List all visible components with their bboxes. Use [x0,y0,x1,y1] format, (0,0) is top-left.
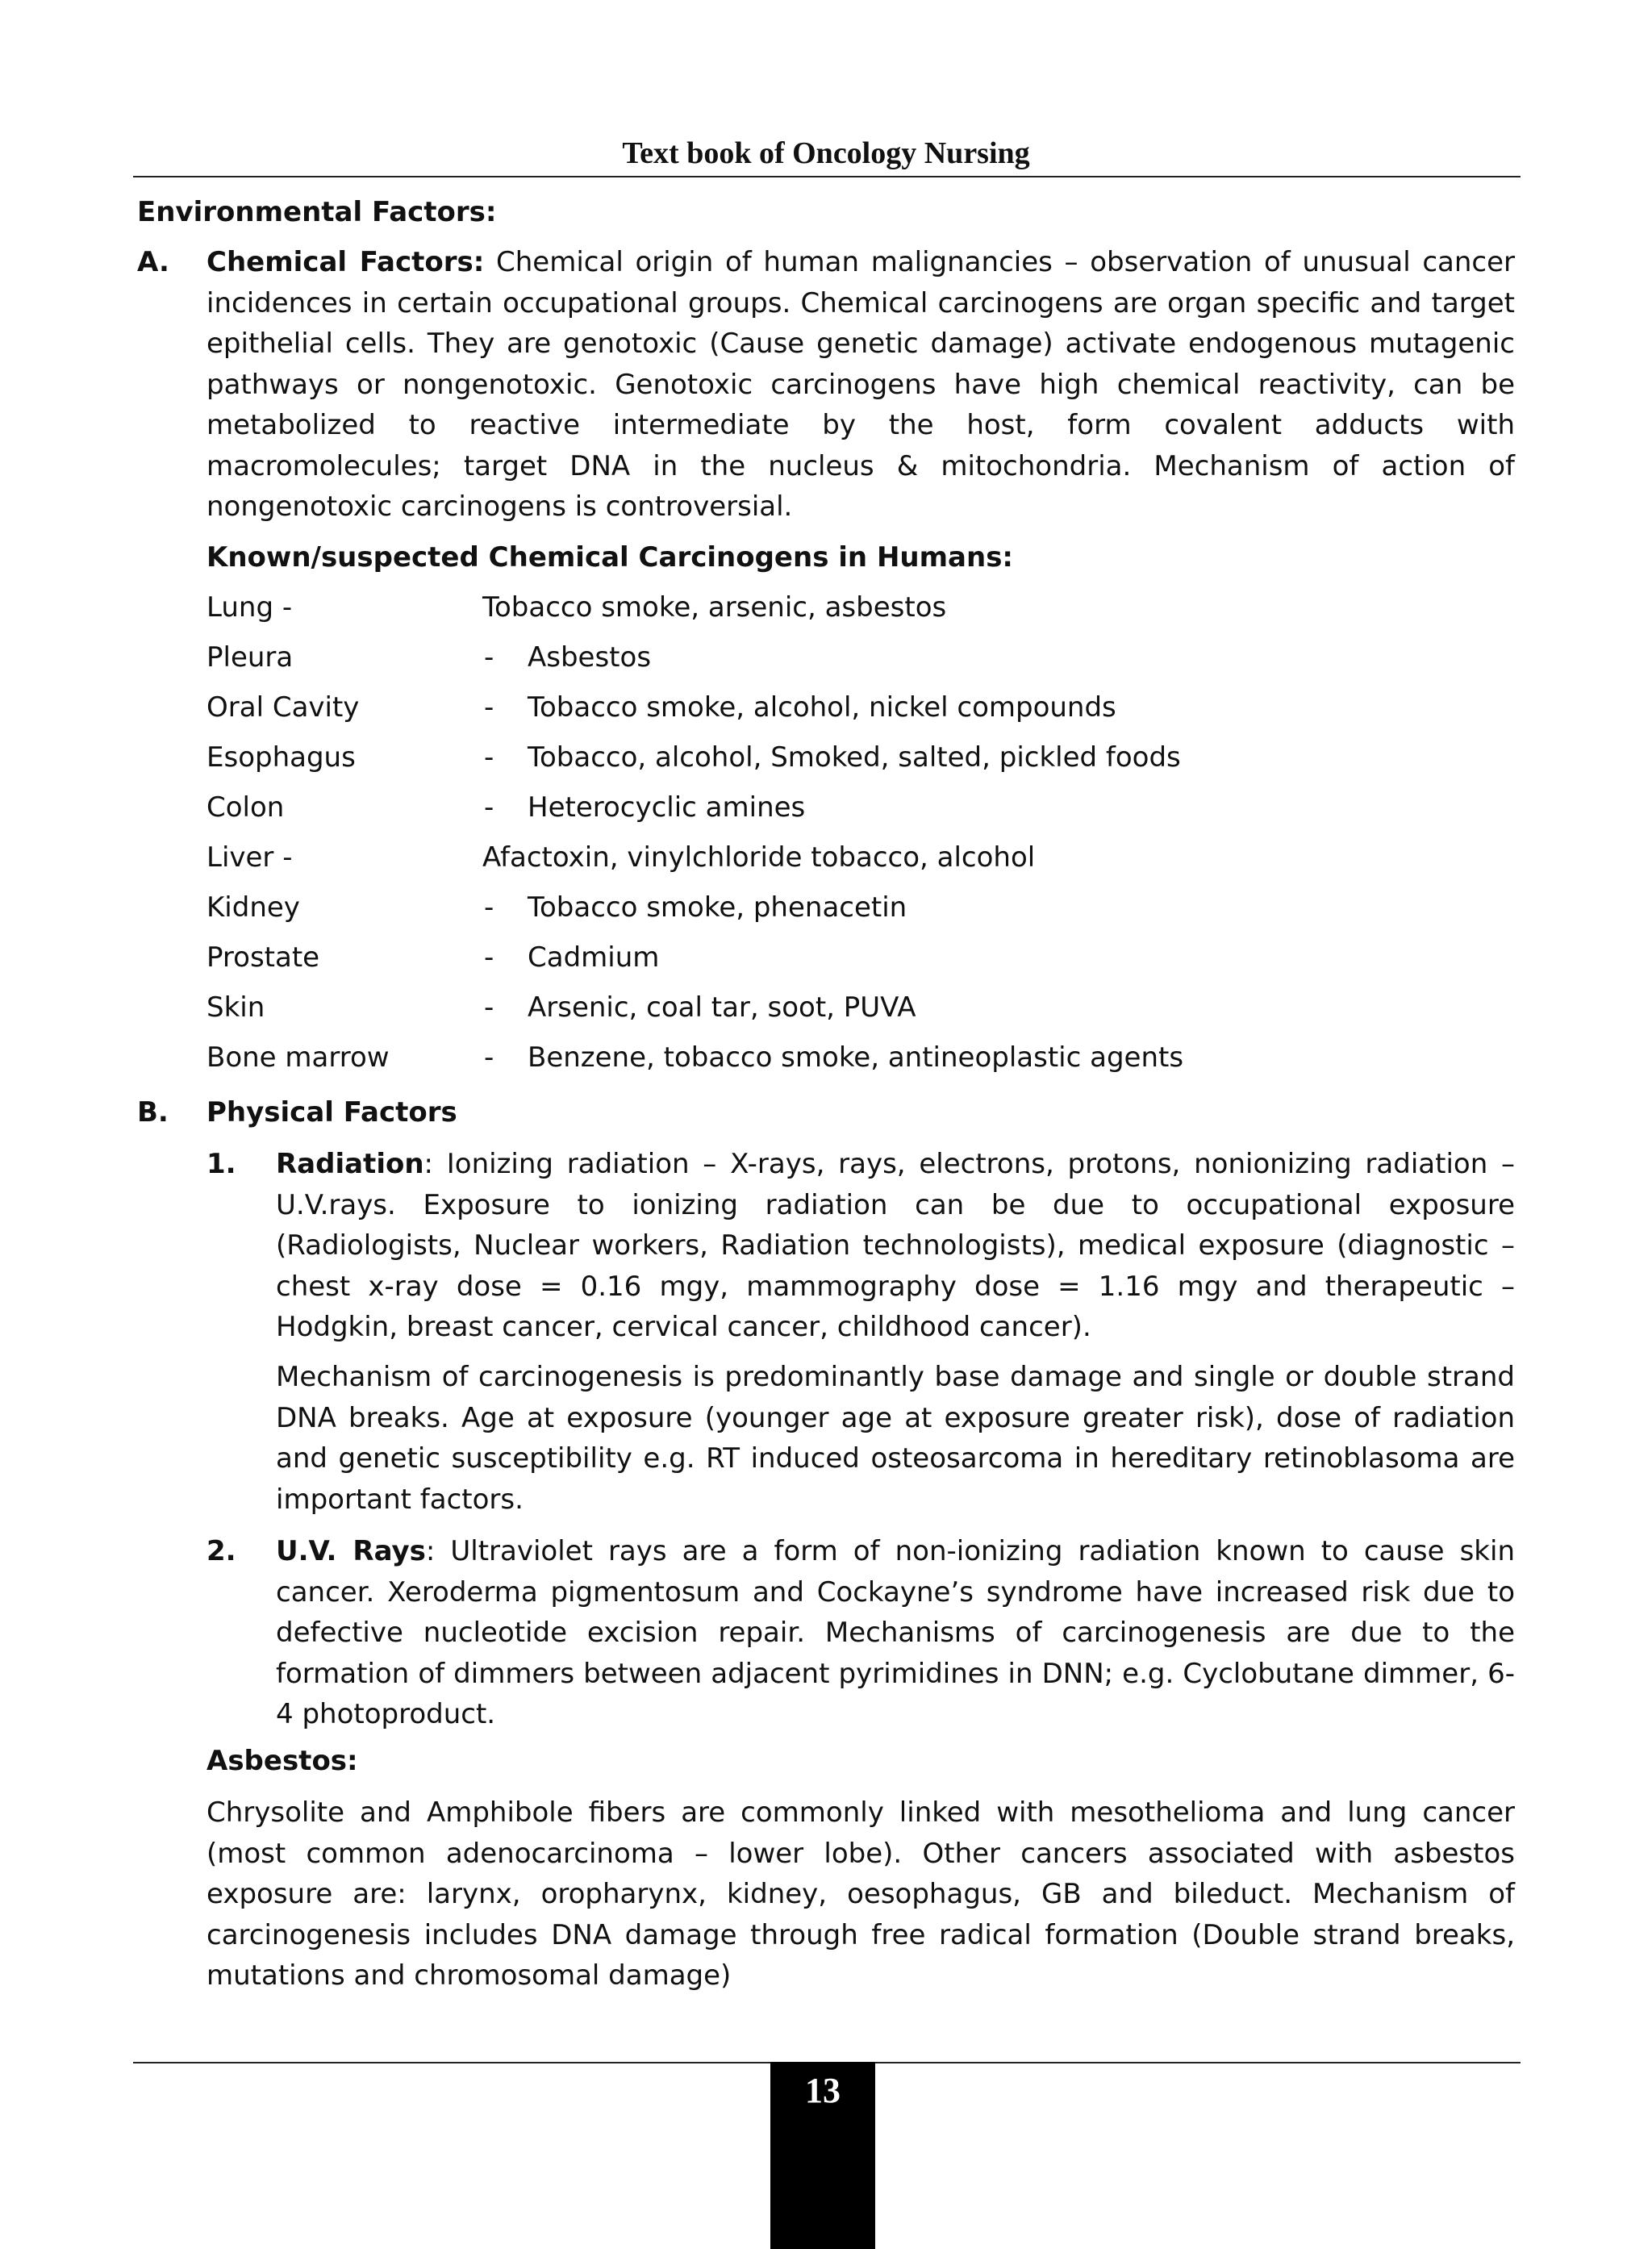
asbestos-paragraph: Chrysolite and Amphibole fibers are commonly linked with mesothelioma and lung cancer (most common adenocarcinoma – lower lobe). Other cancers associated with asbestos exposure are: larynx, oropharynx, kidney, oesophagus, GB and bileduct. Mechanism of carcinogenesis includes DNA damage through free radical formation (Double strand breaks, mutations and chromosomal damage) [206,1796,1515,1992]
carcinogens-table-title: Known/suspected Chemical Carcinogens in Humans: [206,541,1014,574]
carcinogen-agents: Tobacco smoke, alcohol, nickel compounds [528,691,1116,724]
section-title: Environmental Factors: [137,196,497,228]
row-dash: - [484,691,494,724]
radiation-label: Radiation [276,1148,424,1180]
header-rule [133,176,1521,177]
chemical-label: Chemical Factors: [206,246,485,278]
organ-label: Pleura [206,641,294,674]
organ-label: Kidney [206,891,300,924]
organ-label: Colon [206,791,285,824]
row-dash: - [484,741,494,774]
carcinogen-agents: Tobacco smoke, arsenic, asbestos [482,591,947,624]
row-dash: - [484,641,494,674]
organ-label: Liver - [206,841,293,874]
row-dash: - [484,1041,494,1074]
radiation-paragraph [276,1144,1515,1348]
carcinogen-agents: Tobacco, alcohol, Smoked, salted, pickled foods [528,741,1181,774]
asbestos-title: Asbestos: [206,1745,358,1777]
uv-label: U.V. Rays [276,1535,426,1567]
organ-label: Skin [206,991,265,1024]
chemical-paragraph [206,242,1515,528]
organ-label: Lung - [206,591,293,624]
running-header: Text book of Oncology Nursing [622,136,1030,170]
carcinogen-agents: Heterocyclic amines [528,791,806,824]
chemical-text: Chemical origin of human malignancies – observation of unusual cancer incidences in certain occupational groups. Chemical carcinogens are organ specific and target epithelial cells. They are genotoxic (Cause genetic damage) activate endogenous mutagenic pathways or nongenotoxic. Genotoxic carcinogens have high chemical reactivity, can be metabolized to reactive intermediate by the host, form covalent adducts with macromolecules; target DNA in the nucleus & mitochondria. Mechanism of action of nongenotoxic carcinogens is controversial. [206,246,1516,523]
row-dash: - [484,891,494,924]
organ-label: Esophagus [206,741,356,774]
radiation-text: : Ionizing radiation – X-rays, rays, electrons, protons, nonionizing radiation – U.V.rays. Exposure to ionizing radiation can be due to occupational exposure (Radiologists, Nuclear workers, Radiation technologists), medical exposure (diagnostic – chest x-ray dose = 0.16 mgy, mammography dose = 1.16 mgy and therapeutic – Hodgkin, breast cancer, cervical cancer, childhood cancer). [276,1148,1515,1343]
radiation-mechanism-paragraph: Mechanism of carcinogenesis is predominantly base damage and single or double strand DNA breaks. Age at exposure (younger age at exposure greater risk), dose of radiation and genetic susceptibility e.g. RT induced osteosarcoma in hereditary retinoblasoma are important factors. [276,1361,1515,1516]
carcinogen-agents: Arsenic, coal tar, soot, PUVA [528,991,916,1024]
row-dash: - [484,991,494,1024]
organ-label: Prostate [206,941,320,974]
row-dash: - [484,791,494,824]
uv-paragraph [276,1531,1515,1735]
carcinogen-agents: Cadmium [528,941,660,974]
physical-marker: B. [137,1096,169,1129]
uv-text: : Ultraviolet rays are a form of non-ionizing radiation known to cause skin cancer. Xeroderma pigmentosum and Cockayne’s syndrome have increased risk due to defective nucleotide excision repair. Mechanisms of carcinogenesis are due to the formation of dimmers between adjacent pyrimidines in DNN; e.g. Cyclobutane dimmer, 6-4 photoproduct. [276,1535,1515,1730]
page-number-box [770,2062,875,2249]
row-dash: - [484,941,494,974]
organ-label: Bone marrow [206,1041,390,1074]
radiation-number: 1. [206,1148,236,1180]
organ-label: Oral Cavity [206,691,360,724]
carcinogen-agents: Afactoxin, vinylchloride tobacco, alcohol [482,841,1036,874]
carcinogen-agents: Asbestos [528,641,652,674]
page-number: 13 [805,2071,841,2110]
physical-title: Physical Factors [206,1096,457,1129]
carcinogen-agents: Tobacco smoke, phenacetin [528,891,907,924]
uv-number: 2. [206,1535,236,1567]
carcinogen-agents: Benzene, tobacco smoke, antineoplastic agents [528,1041,1184,1074]
chemical-marker: A. [137,246,169,278]
